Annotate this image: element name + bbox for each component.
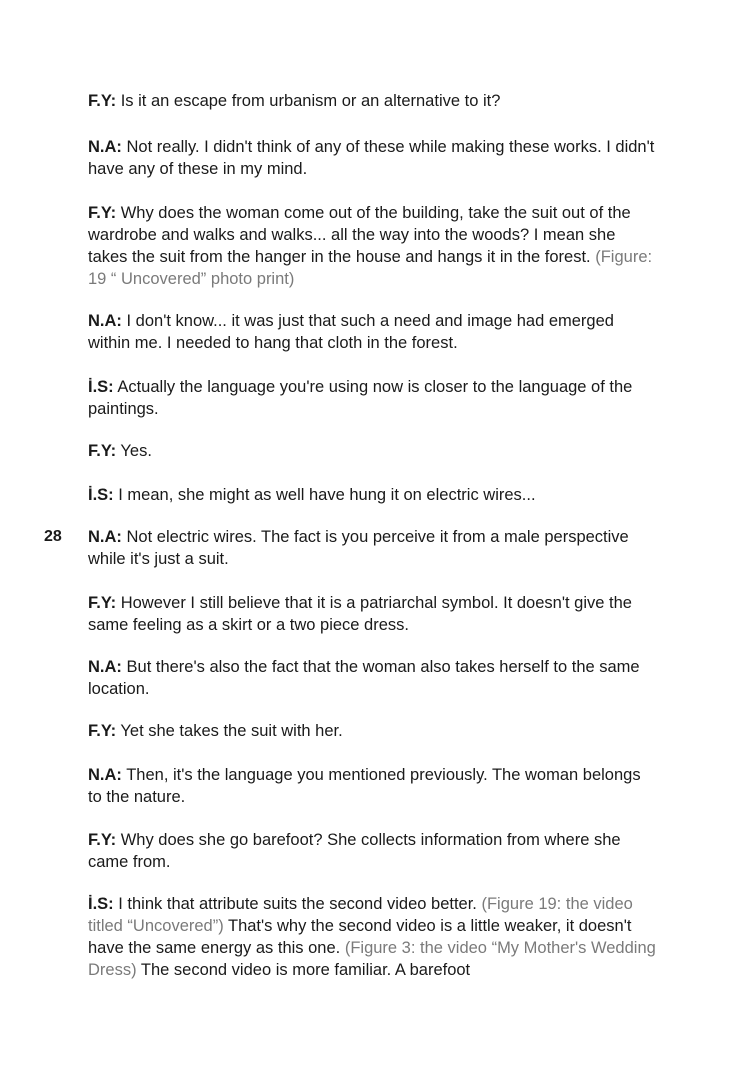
speaker-label: N.A: (88, 766, 122, 784)
speaker-label: F.Y: (88, 722, 117, 740)
dialogue-entry (88, 656, 658, 700)
speaker-label: İ.S: (88, 486, 114, 504)
dialogue-entry (88, 720, 658, 742)
figure-reference: (Figure: 19 “ Uncovered” photo print) (88, 248, 653, 288)
dialogue-entry (88, 893, 658, 981)
dialogue-entry (88, 440, 658, 462)
dialogue-text: I mean, she might as well have hung it on electric wires... (113, 486, 536, 504)
dialogue-entry (88, 90, 658, 112)
speaker-label: İ.S: (88, 378, 114, 396)
dialogue-entry (88, 764, 658, 808)
dialogue-text: Not really. I didn't think of any of these while making these works. I didn't have any of these in my mind. (88, 138, 655, 178)
dialogue-entry (88, 829, 658, 873)
dialogue-text: That's why the second video is a little weaker, it doesn't have the same energy as this one. (88, 917, 632, 957)
dialogue-text: However I still believe that it is a patriarchal symbol. It doesn't give the same feeling as a skirt or a two piece dress. (88, 594, 632, 634)
figure-reference: (Figure 19: the video titled “Uncovered”) (88, 895, 633, 935)
speaker-label: F.Y: (88, 204, 117, 222)
speaker-label: F.Y: (88, 594, 117, 612)
dialogue-text: The second video is more familiar. A barefoot (136, 961, 471, 979)
dialogue-entry (88, 592, 658, 636)
dialogue-entry (88, 376, 658, 420)
speaker-label: N.A: (88, 312, 122, 330)
dialogue-entry (88, 202, 658, 290)
speaker-label: N.A: (88, 528, 122, 546)
speaker-label: N.A: (88, 138, 122, 156)
dialogue-text: But there's also the fact that the woman also takes herself to the same location. (88, 658, 640, 698)
dialogue-text: Actually the language you're using now is closer to the language of the paintings. (88, 378, 633, 418)
dialogue-text: I think that attribute suits the second video better. (113, 895, 482, 913)
dialogue-entry (88, 526, 658, 570)
dialogue-text: Why does the woman come out of the building, take the suit out of the wardrobe and walks and walks... all the way into the woods? I mean she takes the suit from the hanger in the house and hangs it in the forest. (88, 204, 631, 266)
dialogue-text: I don't know... it was just that such a need and image had emerged within me. I needed to hang that cloth in the forest. (88, 312, 614, 352)
dialogue-text: Then, it's the language you mentioned previously. The woman belongs to the nature. (88, 766, 641, 806)
dialogue-entry (88, 484, 658, 506)
speaker-label: F.Y: (88, 92, 117, 110)
dialogue-text: Yet she takes the suit with her. (116, 722, 343, 740)
dialogue-text: Not electric wires. The fact is you perceive it from a male perspective while it's just a suit. (88, 528, 629, 568)
dialogue-text: Why does she go barefoot? She collects information from where she came from. (88, 831, 621, 871)
page-number: 28 (44, 528, 62, 545)
speaker-label: F.Y: (88, 442, 117, 460)
speaker-label: F.Y: (88, 831, 117, 849)
dialogue-text: Yes. (116, 442, 152, 460)
dialogue-entry (88, 136, 658, 180)
dialogue-entry (88, 310, 658, 354)
speaker-label: İ.S: (88, 895, 114, 913)
speaker-label: N.A: (88, 658, 122, 676)
figure-reference: (Figure 3: the video “My Mother's Wedding Dress) (88, 939, 656, 979)
dialogue-text: Is it an escape from urbanism or an alternative to it? (116, 92, 501, 110)
